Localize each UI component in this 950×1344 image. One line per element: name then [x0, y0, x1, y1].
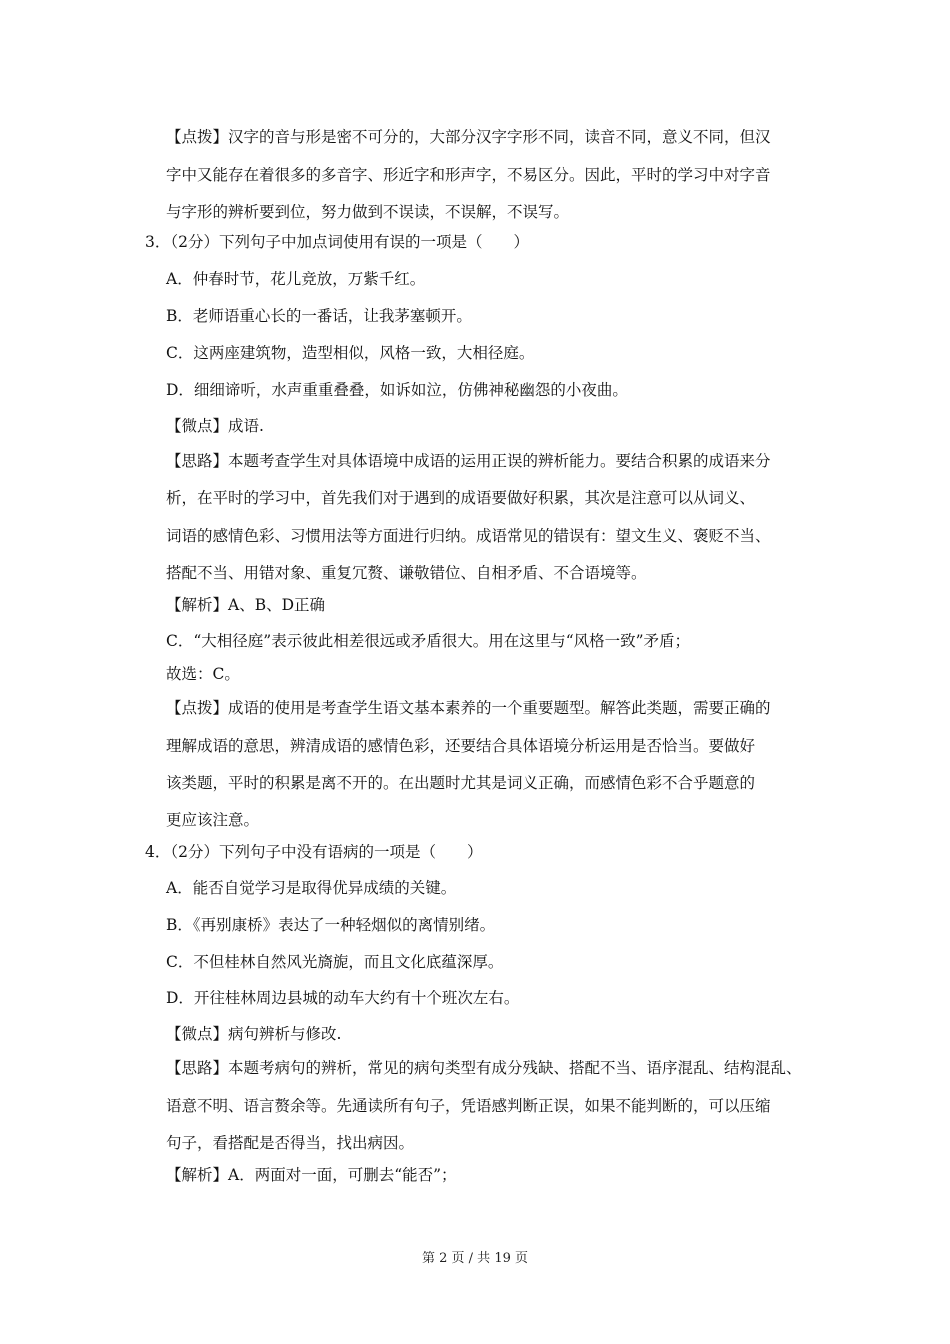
page-footer: 第 2 页 / 共 19 页 — [422, 1251, 528, 1266]
text-line: B．《再别康桥》表达了一种轻烟似的离情别绪。 — [166, 916, 496, 934]
text-line: C．“大相径庭”表示彼此相差很远或矛盾很大。用在这里与“风格一致”矛盾； — [166, 632, 691, 650]
text-line: 析，在平时的学习中，首先我们对于遇到的成语要做好积累，其次是注意可以从词义、 — [166, 489, 756, 507]
text-line: 【点拨】汉字的音与形是密不可分的，大部分汉字字形不同，读音不同，意义不同，但汉 — [166, 128, 771, 146]
text-line: 【解析】A、B、D正确 — [166, 596, 326, 614]
text-line: D．开往桂林周边县城的动车大约有十个班次左右。 — [166, 989, 520, 1007]
text-line: 3．（2分）下列句子中加点词使用有误的一项是（ ） — [145, 233, 529, 251]
text-line: 语意不明、语言赘余等。先通读所有句子，凭语感判断正误，如果不能判断的，可以压缩 — [166, 1097, 771, 1115]
text-line: 更应该注意。 — [166, 811, 260, 829]
text-line: B．老师语重心长的一番话，让我茅塞顿开。 — [166, 307, 472, 325]
text-line: C．不但桂林自然风光旖旎，而且文化底蕴深厚。 — [166, 953, 504, 971]
text-line: 【点拨】成语的使用是考查学生语文基本素养的一个重要题型。解答此类题，需要正确的 — [166, 699, 771, 717]
text-line: D．细细谛听，水声重重叠叠，如诉如泣，仿佛神秘幽怨的小夜曲。 — [166, 381, 628, 399]
text-line: 故选：C。 — [166, 665, 240, 683]
text-line: 【微点】成语. — [166, 417, 264, 435]
text-line: 【思路】本题考病句的辨析，常见的病句类型有成分残缺、搭配不当、语序混乱、结构混乱、 — [166, 1059, 802, 1077]
text-line: C．这两座建筑物，造型相似，风格一致，大相径庭。 — [166, 344, 535, 362]
text-line: 理解成语的意思，辨清成语的感情色彩，还要结合具体语境分析运用是否恰当。要做好 — [166, 737, 756, 755]
text-line: 【微点】病句辨析与修改. — [166, 1025, 342, 1043]
text-line: 该类题，平时的积累是离不开的。在出题时尤其是词义正确，而感情色彩不合乎题意的 — [166, 774, 756, 792]
text-line: 【思路】本题考查学生对具体语境中成语的运用正误的辨析能力。要结合积累的成语来分 — [166, 452, 771, 470]
text-line: 搭配不当、用错对象、重复冗赘、谦敬错位、自相矛盾、不合语境等。 — [166, 564, 647, 582]
text-line: 4．（2分）下列句子中没有语病的一项是（ ） — [145, 843, 483, 861]
text-line: 词语的感情色彩、习惯用法等方面进行归纳。成语常见的错误有：望文生义、褒贬不当、 — [166, 527, 771, 545]
text-line: 字中又能存在着很多的多音字、形近字和形声字，不易区分。因此，平时的学习中对字音 — [166, 166, 771, 184]
text-line: 【解析】A．两面对一面，可删去“能否”； — [166, 1166, 457, 1184]
text-line: A．仲春时节，花儿竞放，万紫千红。 — [166, 270, 426, 288]
text-line: 句子，看搭配是否得当，找出病因。 — [166, 1134, 415, 1152]
text-line: A．能否自觉学习是取得优异成绩的关键。 — [166, 879, 457, 897]
text-line: 与字形的辨析要到位，努力做到不误读，不误解，不误写。 — [166, 203, 570, 221]
